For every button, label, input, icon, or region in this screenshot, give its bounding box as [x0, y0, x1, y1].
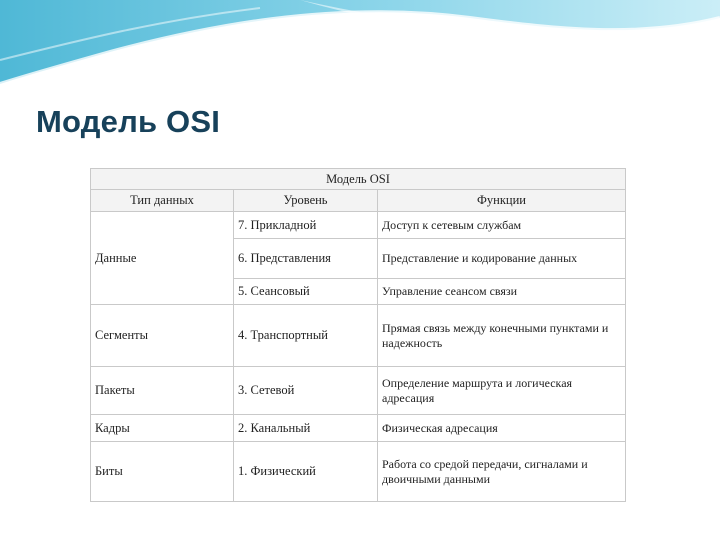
- slide-title: Модель OSI: [36, 104, 221, 139]
- data-type-segments: Сегменты: [91, 305, 234, 367]
- table-caption: Модель OSI: [91, 169, 626, 190]
- level-cell: 2. Канальный: [234, 415, 378, 442]
- osi-model-table: [90, 168, 626, 502]
- table-header-row: [91, 190, 626, 212]
- table-row: [91, 442, 626, 502]
- table-row: [91, 415, 626, 442]
- level-cell: 6. Представления: [234, 239, 378, 279]
- header-wave-decoration: [0, 0, 720, 90]
- level-cell: 7. Прикладной: [234, 212, 378, 239]
- function-cell: Управление сеансом связи: [378, 279, 626, 305]
- header-data-type: Тип данных: [91, 190, 234, 212]
- function-cell: Доступ к сетевым службам: [378, 212, 626, 239]
- table-row: [91, 212, 626, 239]
- level-cell: 5. Сеансовый: [234, 279, 378, 305]
- data-type-frames: Кадры: [91, 415, 234, 442]
- function-cell: Физическая адресация: [378, 415, 626, 442]
- header-level: Уровень: [234, 190, 378, 212]
- header-functions: Функции: [378, 190, 626, 212]
- data-type-packets: Пакеты: [91, 367, 234, 415]
- level-cell: 3. Сетевой: [234, 367, 378, 415]
- level-cell: 4. Транспортный: [234, 305, 378, 367]
- table-caption-row: [91, 169, 626, 190]
- function-cell: Прямая связь между конечными пунктами и надежность: [378, 305, 626, 367]
- table-row: [91, 305, 626, 367]
- data-type-bits: Биты: [91, 442, 234, 502]
- data-type-data: Данные: [91, 212, 234, 305]
- function-cell: Определение маршрута и логическая адресация: [378, 367, 626, 415]
- function-cell: Представление и кодирование данных: [378, 239, 626, 279]
- table-row: [91, 367, 626, 415]
- function-cell: Работа со средой передачи, сигналами и двоичными данными: [378, 442, 626, 502]
- level-cell: 1. Физический: [234, 442, 378, 502]
